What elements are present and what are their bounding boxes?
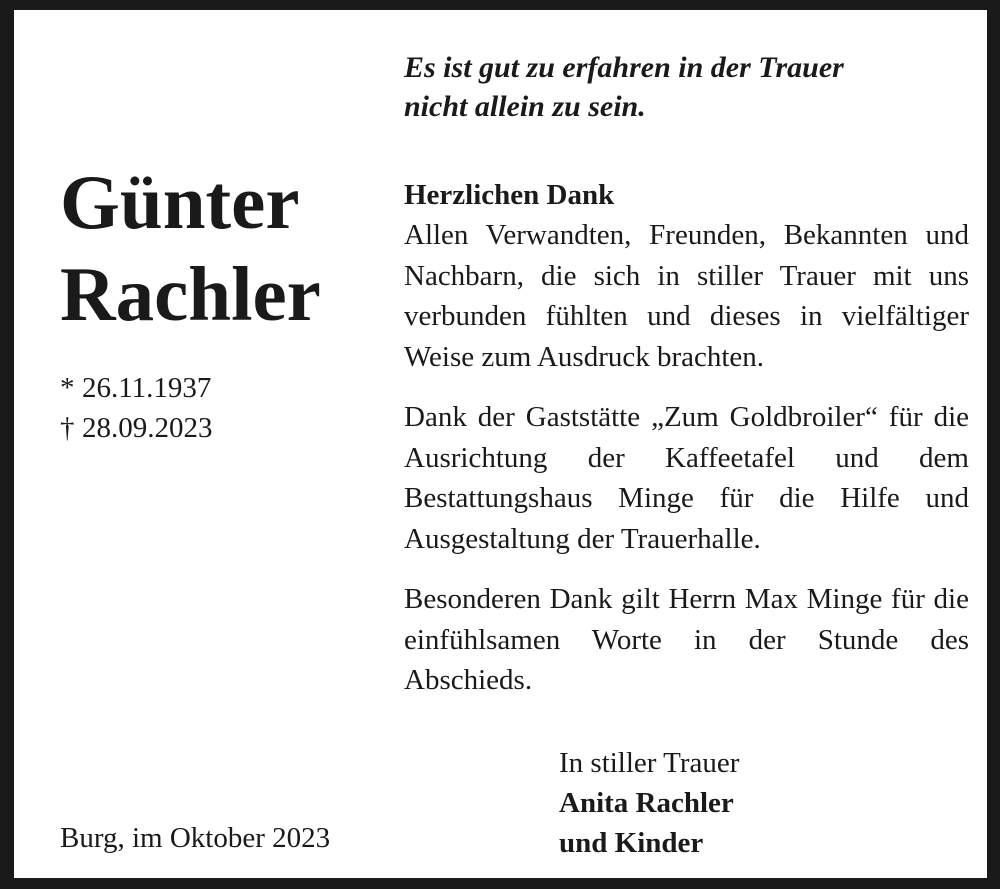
thanks-column xyxy=(404,48,969,701)
thanks-heading: Herzlichen Dank xyxy=(404,179,615,211)
signature-family: und Kinder xyxy=(559,827,704,859)
death-date: 28.09.2023 xyxy=(82,412,213,444)
signature-name: Anita Rachler xyxy=(559,787,734,819)
deceased-last-name: Rachler xyxy=(60,251,321,337)
deceased-name-block xyxy=(60,156,380,340)
death-date-row xyxy=(60,408,213,448)
place-date: Burg, im Oktober 2023 xyxy=(60,822,331,854)
thanks-paragraph-3: Besonderen Dank gilt Herrn Max Minge für die einfühlsamen Worte in der Stunde des Abschieds. xyxy=(404,583,969,696)
death-cross-icon: † xyxy=(60,412,75,444)
birth-date-row xyxy=(60,368,213,408)
deceased-first-name: Günter xyxy=(60,159,300,245)
signature-intro: In stiller Trauer xyxy=(559,747,740,779)
thanks-paragraph-1: Allen Verwandten, Freunden, Bekannten und Nachbarn, die sich in stiller Trauer mit uns verbunden fühlten und dieses in vielfältiger Weise zum Ausdruck brachten. xyxy=(404,219,969,373)
birth-date: 26.11.1937 xyxy=(82,372,212,404)
life-dates xyxy=(60,368,213,448)
motto-line-2: nicht allein zu sein. xyxy=(404,90,646,123)
signature-block xyxy=(559,743,739,863)
motto-line-1: Es ist gut zu erfahren in der Trauer xyxy=(404,51,844,84)
thanks-paragraph-2: Dank der Gaststätte „Zum Goldbroiler“ für die Ausrichtung der Kaffeetafel und dem Bestattungshaus Minge für die Hilfe und Ausgestaltung der Trauerhalle. xyxy=(404,401,969,555)
birth-star-icon: * xyxy=(60,372,75,404)
